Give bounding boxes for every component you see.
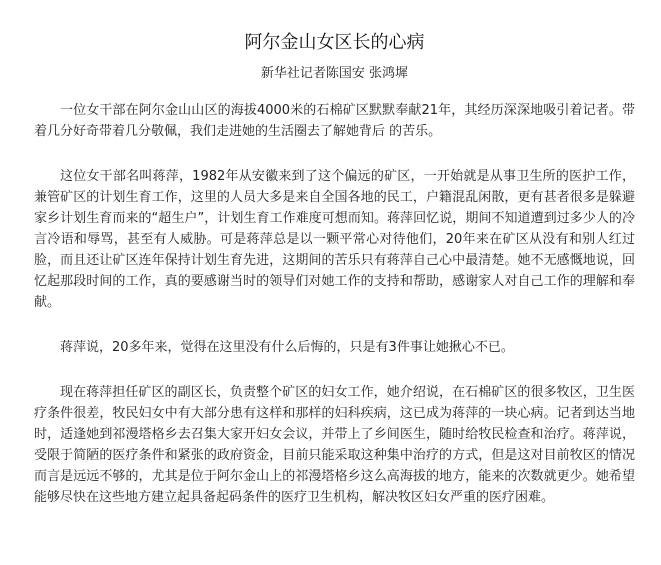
article-paragraph: 这位女干部名叫蒋萍，1982年从安徽来到了这个偏远的矿区，一开始就是从事卫生所的医护工作，兼管矿区的计划生育工作，这里的人员大多是来自全国各地的民工，户籍混乱闲散，更有甚者很多是躲避家乡计划生育而来的“超生户”，计划生育工作难度可想而知。蒋萍回忆说，期间不知道遭到过多少人的冷言冷语和辱骂，甚至有人威胁。可是蒋萍总是以一颗平常心对待他们，20年来在矿区从没有和别人红过脸，而且还让矿区连年保持计划生育先进，这期间的苦乐只有蒋萍自己心中最清楚。她不无感慨地说，回忆起那段时间的工作，真的要感谢当时的领导们对她工作的支持和帮助，感谢家人对自己工作的理解和奉献。 [34,169,635,310]
article-paragraph: 一位女干部在阿尔金山山区的海拔4000米的石棉矿区默默奉献21年，其经历深深地吸引着记者。带着几分好奇带着几分敬佩，我们走进她的生活圈去了解她背后 的苦乐。 [34,103,635,139]
article-paragraph: 现在蒋萍担任矿区的副区长，负责整个矿区的妇女工作，她介绍说，在石棉矿区的很多牧区，卫生医疗条件很差，牧民妇女中有大部分患有这样和那样的妇科疾病，这已成为蒋萍的一块心病。记者到达当地时，适逢她到祁漫塔格乡去召集大家开妇女会议，并带上了乡间医生，随时给牧民检查和治疗。蒋萍说，受限于简陋的医疗条件和紧张的政府资金，目前只能采取这种集中治疗的方式，但是这对目前牧区的情况而言是远远不够的，尤其是位于阿尔金山上的祁漫塔格乡这么高海拔的地方，能来的次数就更少。她希望能够尽快在这些地方建立起具备起码条件的医疗卫生机构，解决牧区妇女严重的医疗困难。 [34,385,635,505]
article-paragraph: 蒋萍说，20多年来，觉得在这里没有什么后悔的，只是有3件事让她揪心不已。 [60,340,514,355]
article-body [34,100,635,508]
article-title: 阿尔金山女区长的心病 [244,32,425,53]
article-byline: 新华社记者陈国安 张鸿墀 [260,66,409,81]
